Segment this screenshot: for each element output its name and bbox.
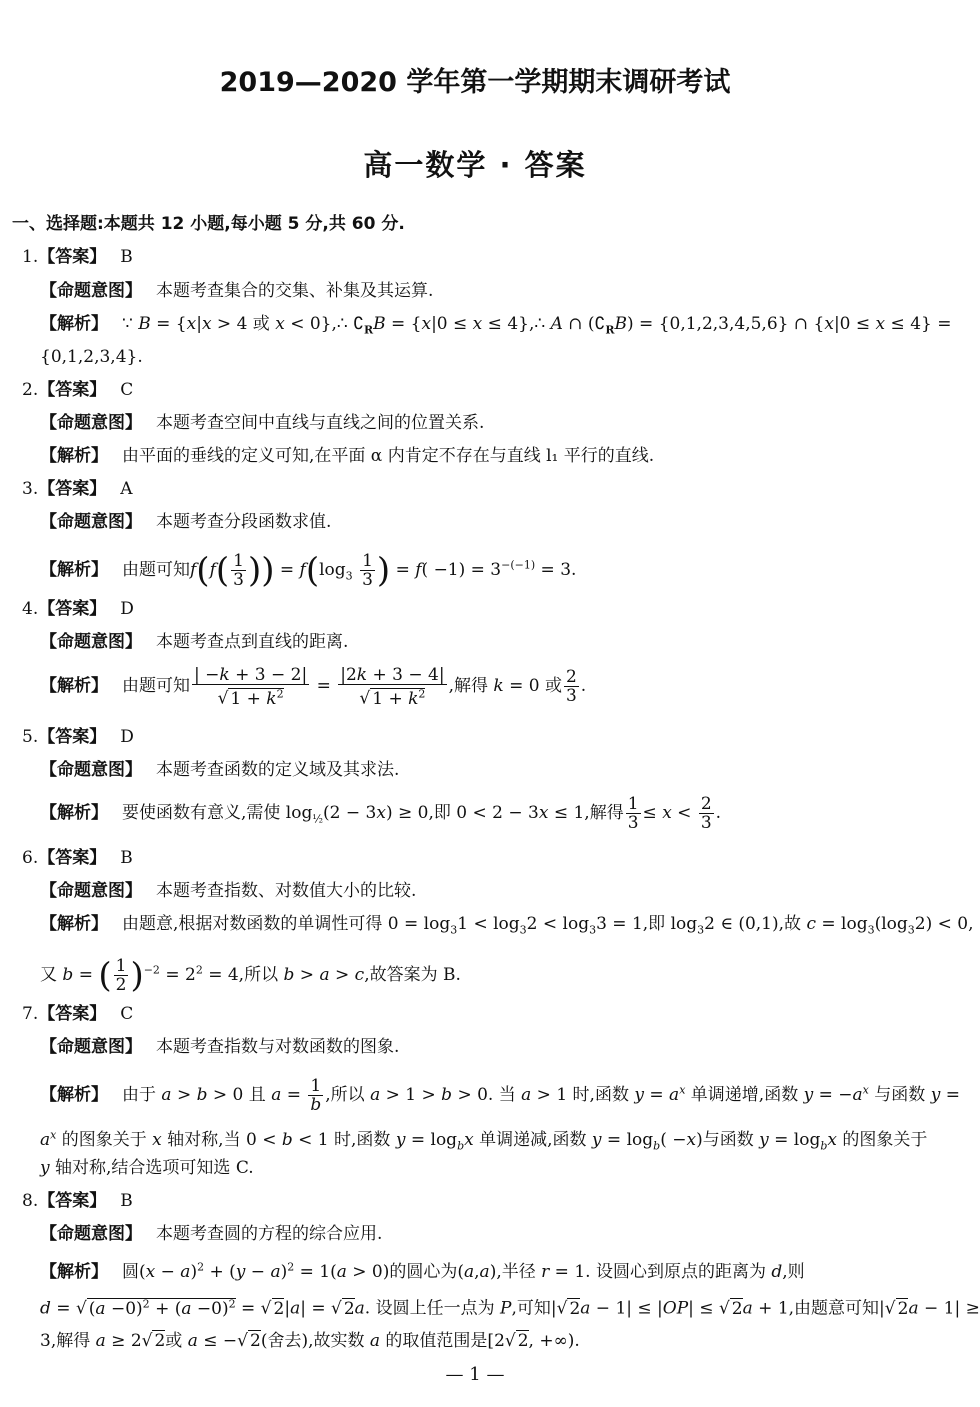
q7-analysis-cont1: $a^x$ 的图象关于 x 轴对称,当 0 < b < 1 时,函数 $y = \log_bx$ 单调递减,函数 $y = \log_b( -x)$与函数 $y = \log_bx$ 的图象关于 bbox=[40, 1128, 928, 1153]
q6-intent-label: 【命题意图】 bbox=[40, 881, 142, 901]
q3-intent-label: 【命题意图】 bbox=[40, 512, 142, 532]
q4-number: 4. bbox=[22, 599, 39, 619]
q8-intent: 本题考查圆的方程的综合应用. bbox=[156, 1224, 383, 1244]
q8-number: 8. bbox=[22, 1191, 39, 1211]
q7-answer: C bbox=[120, 1004, 134, 1024]
q2-answer-label: 【答案】 bbox=[38, 380, 107, 400]
q8-analysis-line bbox=[40, 1256, 928, 1283]
q5-answer: D bbox=[120, 727, 134, 747]
q6-answer: B bbox=[120, 848, 133, 868]
q7-analysis-line bbox=[40, 1072, 960, 1115]
q8-intent-line bbox=[40, 1223, 928, 1245]
q4-intent: 本题考查点到直线的距离. bbox=[156, 632, 349, 652]
q5-intent: 本题考查函数的定义域及其求法. bbox=[156, 760, 400, 780]
q7-analysis-math: 由于 a > b > 0 且 a = $\frac{1}{b}$ ,所以 a > 1 > b > 0. 当 a > 1 时,函数 $y = a^x$ 单调递增,函数 $y = -a^x$ 与函数 y = bbox=[122, 1075, 960, 1115]
q2-answer: C bbox=[120, 380, 134, 400]
q5-analysis-line bbox=[40, 795, 928, 837]
q3-intent: 本题考查分段函数求值. bbox=[156, 512, 332, 532]
q6-number: 6. bbox=[22, 848, 39, 868]
q5-analysis-math: 要使函数有意义,需使 $\log_{\frac{1}{2}}(2 - 3x) \ge 0$,即 0 < 2 − 3x ≤ 1,解得 $\frac{1}{3}$ ≤ x < $\frac{2}{3}$ . bbox=[122, 794, 722, 833]
q5-answer-line bbox=[22, 726, 928, 748]
q5-answer-label: 【答案】 bbox=[38, 727, 107, 747]
q1-intent: 本题考查集合的交集、补集及其运算. bbox=[156, 281, 434, 301]
q6-answer-line bbox=[22, 847, 928, 869]
q2-analysis-line bbox=[40, 445, 928, 467]
q3-number: 3. bbox=[22, 479, 39, 499]
q8-intent-label: 【命题意图】 bbox=[40, 1224, 142, 1244]
q2-intent-line bbox=[40, 412, 928, 434]
q8-analysis-label: 【解析】 bbox=[40, 1261, 108, 1282]
q5-intent-line bbox=[40, 759, 928, 781]
q4-answer: D bbox=[120, 599, 134, 619]
q1-intent-line bbox=[40, 280, 928, 302]
q2-answer-line bbox=[22, 379, 928, 401]
q1-answer-line bbox=[22, 246, 928, 268]
q3-analysis-line bbox=[40, 548, 928, 593]
q7-intent-label: 【命题意图】 bbox=[40, 1037, 142, 1057]
q6-analysis-line bbox=[40, 913, 974, 941]
q4-analysis-label: 【解析】 bbox=[40, 676, 108, 697]
q2-analysis: 由平面的垂线的定义可知,在平面 α 内肯定不存在与直线 l₁ 平行的直线. bbox=[122, 446, 655, 466]
q1-answer-label: 【答案】 bbox=[38, 247, 107, 267]
q7-intent-line bbox=[40, 1036, 928, 1058]
q7-number: 7. bbox=[22, 1004, 39, 1024]
q8-analysis-math: 圆$(x - a)^2 + (y - a)^2 = 1(a > 0)$的圆心为(a,a),半径 r = 1. 设圆心到原点的距离为 d,则 bbox=[122, 1260, 805, 1282]
q4-answer-line bbox=[22, 598, 928, 620]
q7-analysis-label: 【解析】 bbox=[40, 1084, 108, 1105]
exam-title: 2019—2020 学年第一学期期末调研考试 bbox=[219, 67, 731, 98]
q7-answer-label: 【答案】 bbox=[38, 1004, 107, 1024]
q1-number: 1. bbox=[22, 247, 39, 267]
q3-answer-line bbox=[22, 478, 928, 500]
q6-analysis-label: 【解析】 bbox=[40, 914, 108, 934]
q6-intent-line bbox=[40, 880, 928, 902]
q6-analysis-cont: 又 b = ( $\frac{1}{2}$ )$^{-2} = 2^2 = 4$,所以 b > a > c,故答案为 B. bbox=[40, 955, 461, 996]
q1-intent-label: 【命题意图】 bbox=[40, 281, 142, 301]
q8-answer-line bbox=[22, 1190, 928, 1212]
q3-analysis-math: 由题可知f(f( $\frac{1}{3}$ )) = $f(\log_3$ $\frac{1}{3}$ ) = $f( -1) = 3^{-(-1)} = 3$. bbox=[122, 550, 577, 591]
q1-analysis-line bbox=[40, 313, 952, 341]
q6-answer-label: 【答案】 bbox=[38, 848, 107, 868]
q8-answer-label: 【答案】 bbox=[38, 1191, 107, 1211]
q5-analysis-label: 【解析】 bbox=[40, 803, 108, 823]
document-title: 高一数学 · 答案 bbox=[363, 148, 587, 182]
q6-analysis-math: 由题意,根据对数函数的单调性可得 $0 = \log_31 < \log_32 < \log_33 = 1$,即 $\log_32$ ∈ (0,1),故 $c = \log_3(\log_32) < 0$, bbox=[122, 914, 974, 937]
q3-analysis-label: 【解析】 bbox=[40, 559, 108, 580]
q3-answer-label: 【答案】 bbox=[38, 479, 107, 499]
q1-analysis-cont: {0,1,2,3,4}. bbox=[40, 347, 143, 367]
q2-intent-label: 【命题意图】 bbox=[40, 413, 142, 433]
q1-answer: B bbox=[120, 247, 133, 267]
q8-analysis-cont2: 3,解得 a ≥ 2√ 2或 a ≤ −√ 2(舍去),故实数 a 的取值范围是[2√ 2, +∞). bbox=[40, 1331, 580, 1351]
q7-answer-line bbox=[22, 1003, 928, 1025]
q2-intent: 本题考查空间中直线与直线之间的位置关系. bbox=[156, 413, 485, 433]
q8-analysis-cont1: d = √ $(a -0)^2 + (a -0)^2$ = √ 2|a| = √ 2a. 设圆上任一点为 P,可知|√ 2a − 1| ≤ |OP| ≤ √ 2a + 1,由题意可知|√ 2a − 1| ≥ bbox=[40, 1297, 980, 1319]
q6-intent: 本题考查指数、对数值大小的比较. bbox=[156, 881, 417, 901]
q4-analysis-math: 由题可知 $\frac{| -k + 3 - 2|}{√ 1 + k^2}$ = $\frac{|2k + 3 - 4|}{√ 1 + k^2}$ ,解得 k = 0 或 $\frac{2}{3}$ . bbox=[122, 665, 587, 709]
q3-answer: A bbox=[120, 479, 133, 499]
q7-intent: 本题考查指数与对数函数的图象. bbox=[156, 1037, 400, 1057]
q3-intent-line bbox=[40, 511, 928, 533]
q1-analysis-label: 【解析】 bbox=[40, 314, 108, 334]
q2-analysis-label: 【解析】 bbox=[40, 446, 108, 466]
q7-analysis-cont2: y 轴对称,结合选项可知选 C. bbox=[40, 1158, 254, 1178]
q4-intent-label: 【命题意图】 bbox=[40, 632, 142, 652]
q5-intent-label: 【命题意图】 bbox=[40, 760, 142, 780]
section-heading: 一、选择题:本题共 12 小题,每小题 5 分,共 60 分. bbox=[12, 214, 405, 234]
q1-analysis-math: ∵ B = {x|x > 4 或 x < 0},∴ $∁_RB = \{x|0 \le x$ ≤ 4},∴ A ∩ $(∁_RB) = \{0,1,2,3,4,5,6\}$ ∩ {x|0 ≤ x ≤ 4} = bbox=[122, 314, 952, 337]
q4-analysis-line bbox=[40, 666, 928, 708]
q4-intent-line bbox=[40, 631, 928, 653]
q8-answer: B bbox=[120, 1191, 133, 1211]
q5-number: 5. bbox=[22, 727, 39, 747]
page-number: — 1 — bbox=[445, 1364, 505, 1385]
q2-number: 2. bbox=[22, 380, 39, 400]
q4-answer-label: 【答案】 bbox=[38, 599, 107, 619]
